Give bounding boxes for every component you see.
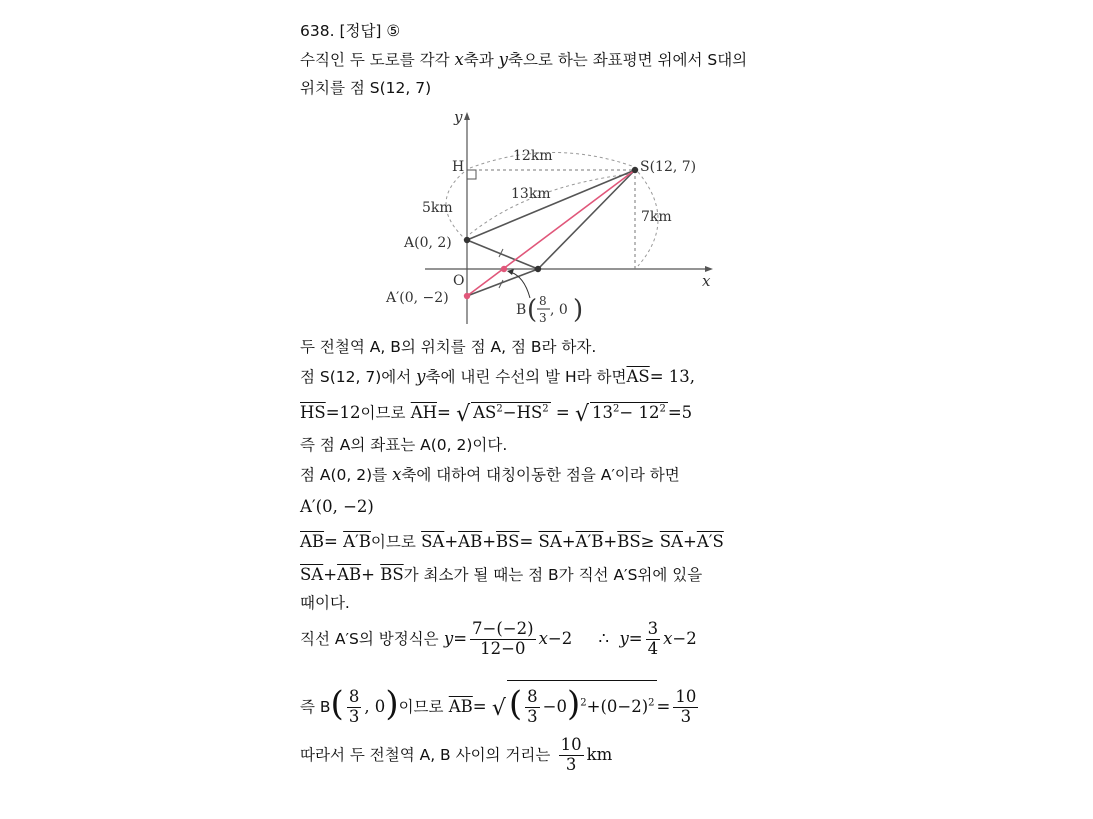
label-13km: 13km xyxy=(511,186,551,202)
label-B-num: 8 xyxy=(539,294,547,308)
origin-label: O xyxy=(453,273,465,289)
line-4: 점 S(12, 7)에서 y축에 내린 수선의 발 H라 하면$\overline{AS}= 13$, xyxy=(300,367,696,386)
label-B-paren-close: ) xyxy=(573,295,584,325)
line-9: $\overline{AB}= A'B$이므로 $\overline{SA}+\overline{AB}+\overline{BS}= \overline{SA}+A'B+\overline{BS}\ge \overline{SA}+A'S$ xyxy=(300,532,724,551)
segment-AB xyxy=(467,240,538,269)
line-14: 따라서 두 전철역 A, B 사이의 거리는 $\frac{10}{3}$ km xyxy=(300,735,613,774)
label-7km: 7km xyxy=(641,209,672,225)
line-7: 점 A(0, 2)를 x축에 대하여 대칭이동한 점을 A′이라 하면 xyxy=(300,465,680,484)
point-B xyxy=(535,266,541,272)
line-12: 직선 A′S의 방정식은 y= $\frac{7-(-2)}{12-0}$ x−2 ∴ y= $\frac{3}{4}$ x−2 xyxy=(300,619,697,658)
line-8: A′(0, −2) xyxy=(300,497,374,516)
y-axis-label: y xyxy=(454,108,463,126)
segment-AS xyxy=(467,170,635,240)
label-S: S(12, 7) xyxy=(640,159,697,175)
pointer-arrowhead-icon xyxy=(507,269,514,275)
x-axis-label: x xyxy=(702,272,711,290)
label-12km: 12km xyxy=(513,148,553,164)
point-S xyxy=(632,167,638,173)
line-13: 즉 B( $\frac{8}{3}$ , 0)이므로 $\overline{AB}=$ √( $\frac{8}{3}$ $-0)^2+(0-2)^2$ = $\frac{10}{3}$ xyxy=(300,680,701,727)
label-H: H xyxy=(452,159,465,175)
right-angle-mark xyxy=(467,170,476,179)
segment-BS xyxy=(538,170,635,269)
point-intersection xyxy=(501,266,507,272)
y-axis-arrow-icon xyxy=(464,112,470,120)
answer-title: 638. [정답] ⑤ xyxy=(300,22,401,40)
intro-line-2: 위치를 점 S(12, 7) xyxy=(300,79,432,97)
point-A xyxy=(464,237,470,243)
label-B-den: 3 xyxy=(539,311,547,325)
line-11: 때이다. xyxy=(300,594,350,612)
label-B-paren-open: ( xyxy=(527,295,538,325)
line-6: 즉 점 A의 좌표는 A(0, 2)이다. xyxy=(300,436,508,454)
label-A-prime: A′(0, −2) xyxy=(386,290,449,306)
label-B-post: , 0 xyxy=(550,302,568,318)
line-5: $\overline{HS}=12$이므로 $\overline{AH}=$ √ $AS^2-\overline{HS}^2$ = √ $13^2- 12^2 =5$ xyxy=(300,402,693,427)
label-B: B xyxy=(516,302,527,318)
segment-ApS xyxy=(467,170,635,296)
brace-13km xyxy=(470,174,630,234)
line-3: 두 전철역 A, B의 위치를 점 A, 점 B라 하자. xyxy=(300,338,597,356)
coordinate-diagram xyxy=(380,108,715,330)
point-A-prime xyxy=(464,293,470,299)
intro-line-1: 수직인 두 도로를 각각 x축과 y축으로 하는 좌표평면 위에서 S대의 xyxy=(300,50,748,69)
label-A: A(0, 2) xyxy=(404,235,452,251)
segment-ApB xyxy=(467,269,538,296)
label-5km: 5km xyxy=(422,200,453,216)
line-10: $\overline{SA}+\overline{AB}+ \overline{BS}$가 최소가 될 때는 점 B가 직선 A′S위에 있을 xyxy=(300,565,703,584)
